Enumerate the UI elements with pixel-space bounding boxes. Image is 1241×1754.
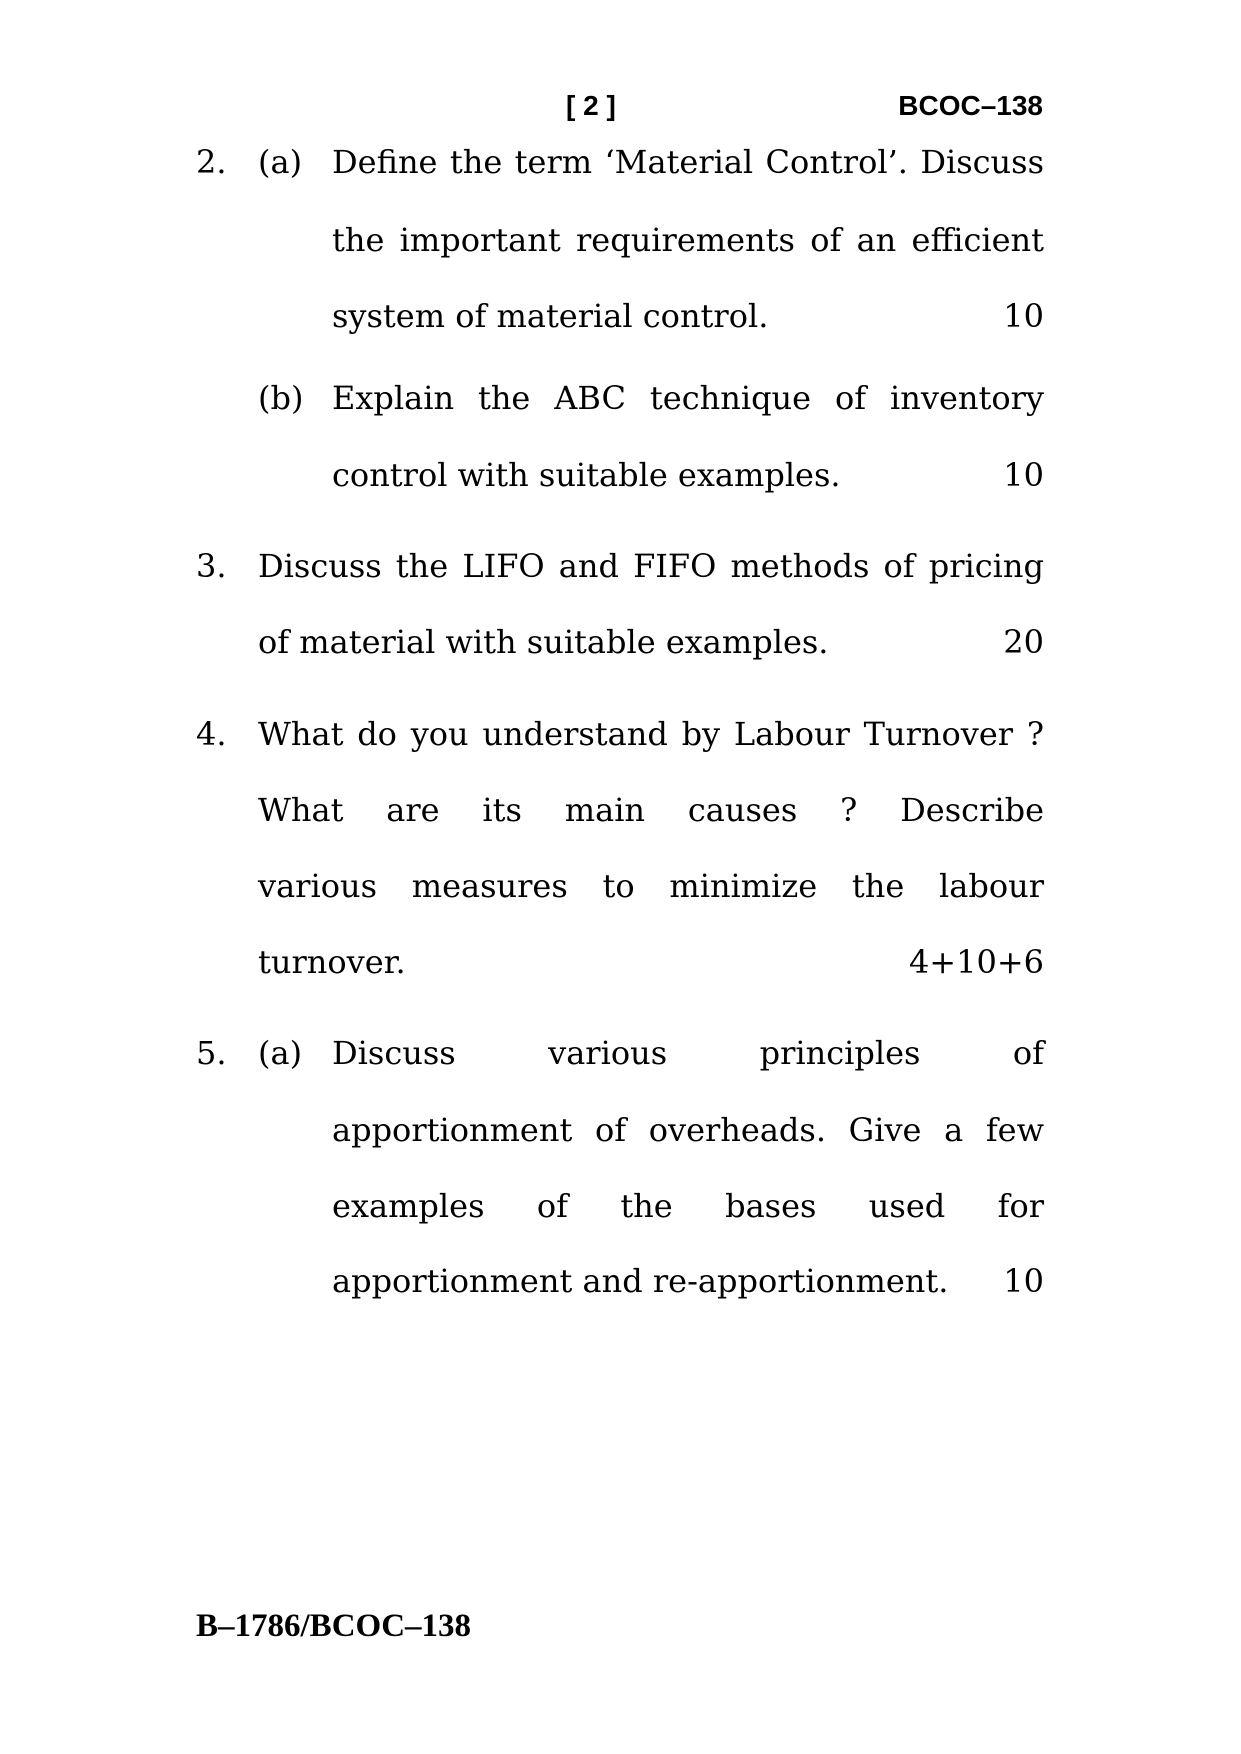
question-4-number: 4. xyxy=(196,715,227,753)
question-5-number: 5. xyxy=(196,1034,227,1072)
question-5a-label: (a) xyxy=(258,1034,303,1072)
question-3-line-1: Discuss the LIFO and FIFO methods of pricing xyxy=(258,547,1044,585)
question-3-marks: 20 xyxy=(1003,623,1044,661)
question-5a-line-3: examples of the bases used for xyxy=(332,1187,1044,1225)
question-3-number: 3. xyxy=(196,547,227,585)
question-5a-line-1: Discuss various principles of xyxy=(332,1034,1044,1072)
question-4-line-2: What are its main causes ? Describe xyxy=(258,791,1044,829)
question-5a-line-4: apportionment and re-apportionment. xyxy=(332,1262,949,1300)
question-4-line-3: various measures to minimize the labour xyxy=(258,867,1044,905)
question-2b-line-1: Explain the ABC technique of inventory xyxy=(332,379,1044,417)
question-2a-label: (a) xyxy=(258,143,303,181)
question-4-marks: 4+10+6 xyxy=(908,943,1044,981)
question-2a-line-3-row xyxy=(332,296,1044,336)
question-5a-line-4-row xyxy=(332,1261,1044,1301)
question-4-line-4: turnover. xyxy=(258,943,406,981)
footer-code: B–1786/BCOC–138 xyxy=(196,1608,472,1644)
question-2b-line-2: control with suitable examples. xyxy=(332,456,841,494)
question-4-line-1: What do you understand by Labour Turnover ? xyxy=(258,715,1044,753)
question-2b-label: (b) xyxy=(258,379,304,417)
course-code-header: BCOC–138 xyxy=(898,90,1043,121)
question-5a-marks: 10 xyxy=(1003,1262,1044,1300)
question-2-number: 2. xyxy=(196,143,227,181)
question-2a-line-3: system of material control. xyxy=(332,297,769,335)
question-2b-marks: 10 xyxy=(1003,456,1044,494)
question-2a-marks: 10 xyxy=(1003,297,1044,335)
question-4-line-4-row xyxy=(258,942,1044,982)
question-2a-line-1: Define the term ‘Material Control’. Discuss xyxy=(332,143,1044,181)
question-2b-line-2-row xyxy=(332,455,1044,495)
question-3-line-2-row xyxy=(258,622,1044,662)
question-2a-line-2: the important requirements of an efficient xyxy=(332,221,1044,259)
question-5a-line-2: apportionment of overheads. Give a few xyxy=(332,1111,1044,1149)
page-number: [ 2 ] xyxy=(566,90,616,121)
question-3-line-2: of material with suitable examples. xyxy=(258,623,829,661)
